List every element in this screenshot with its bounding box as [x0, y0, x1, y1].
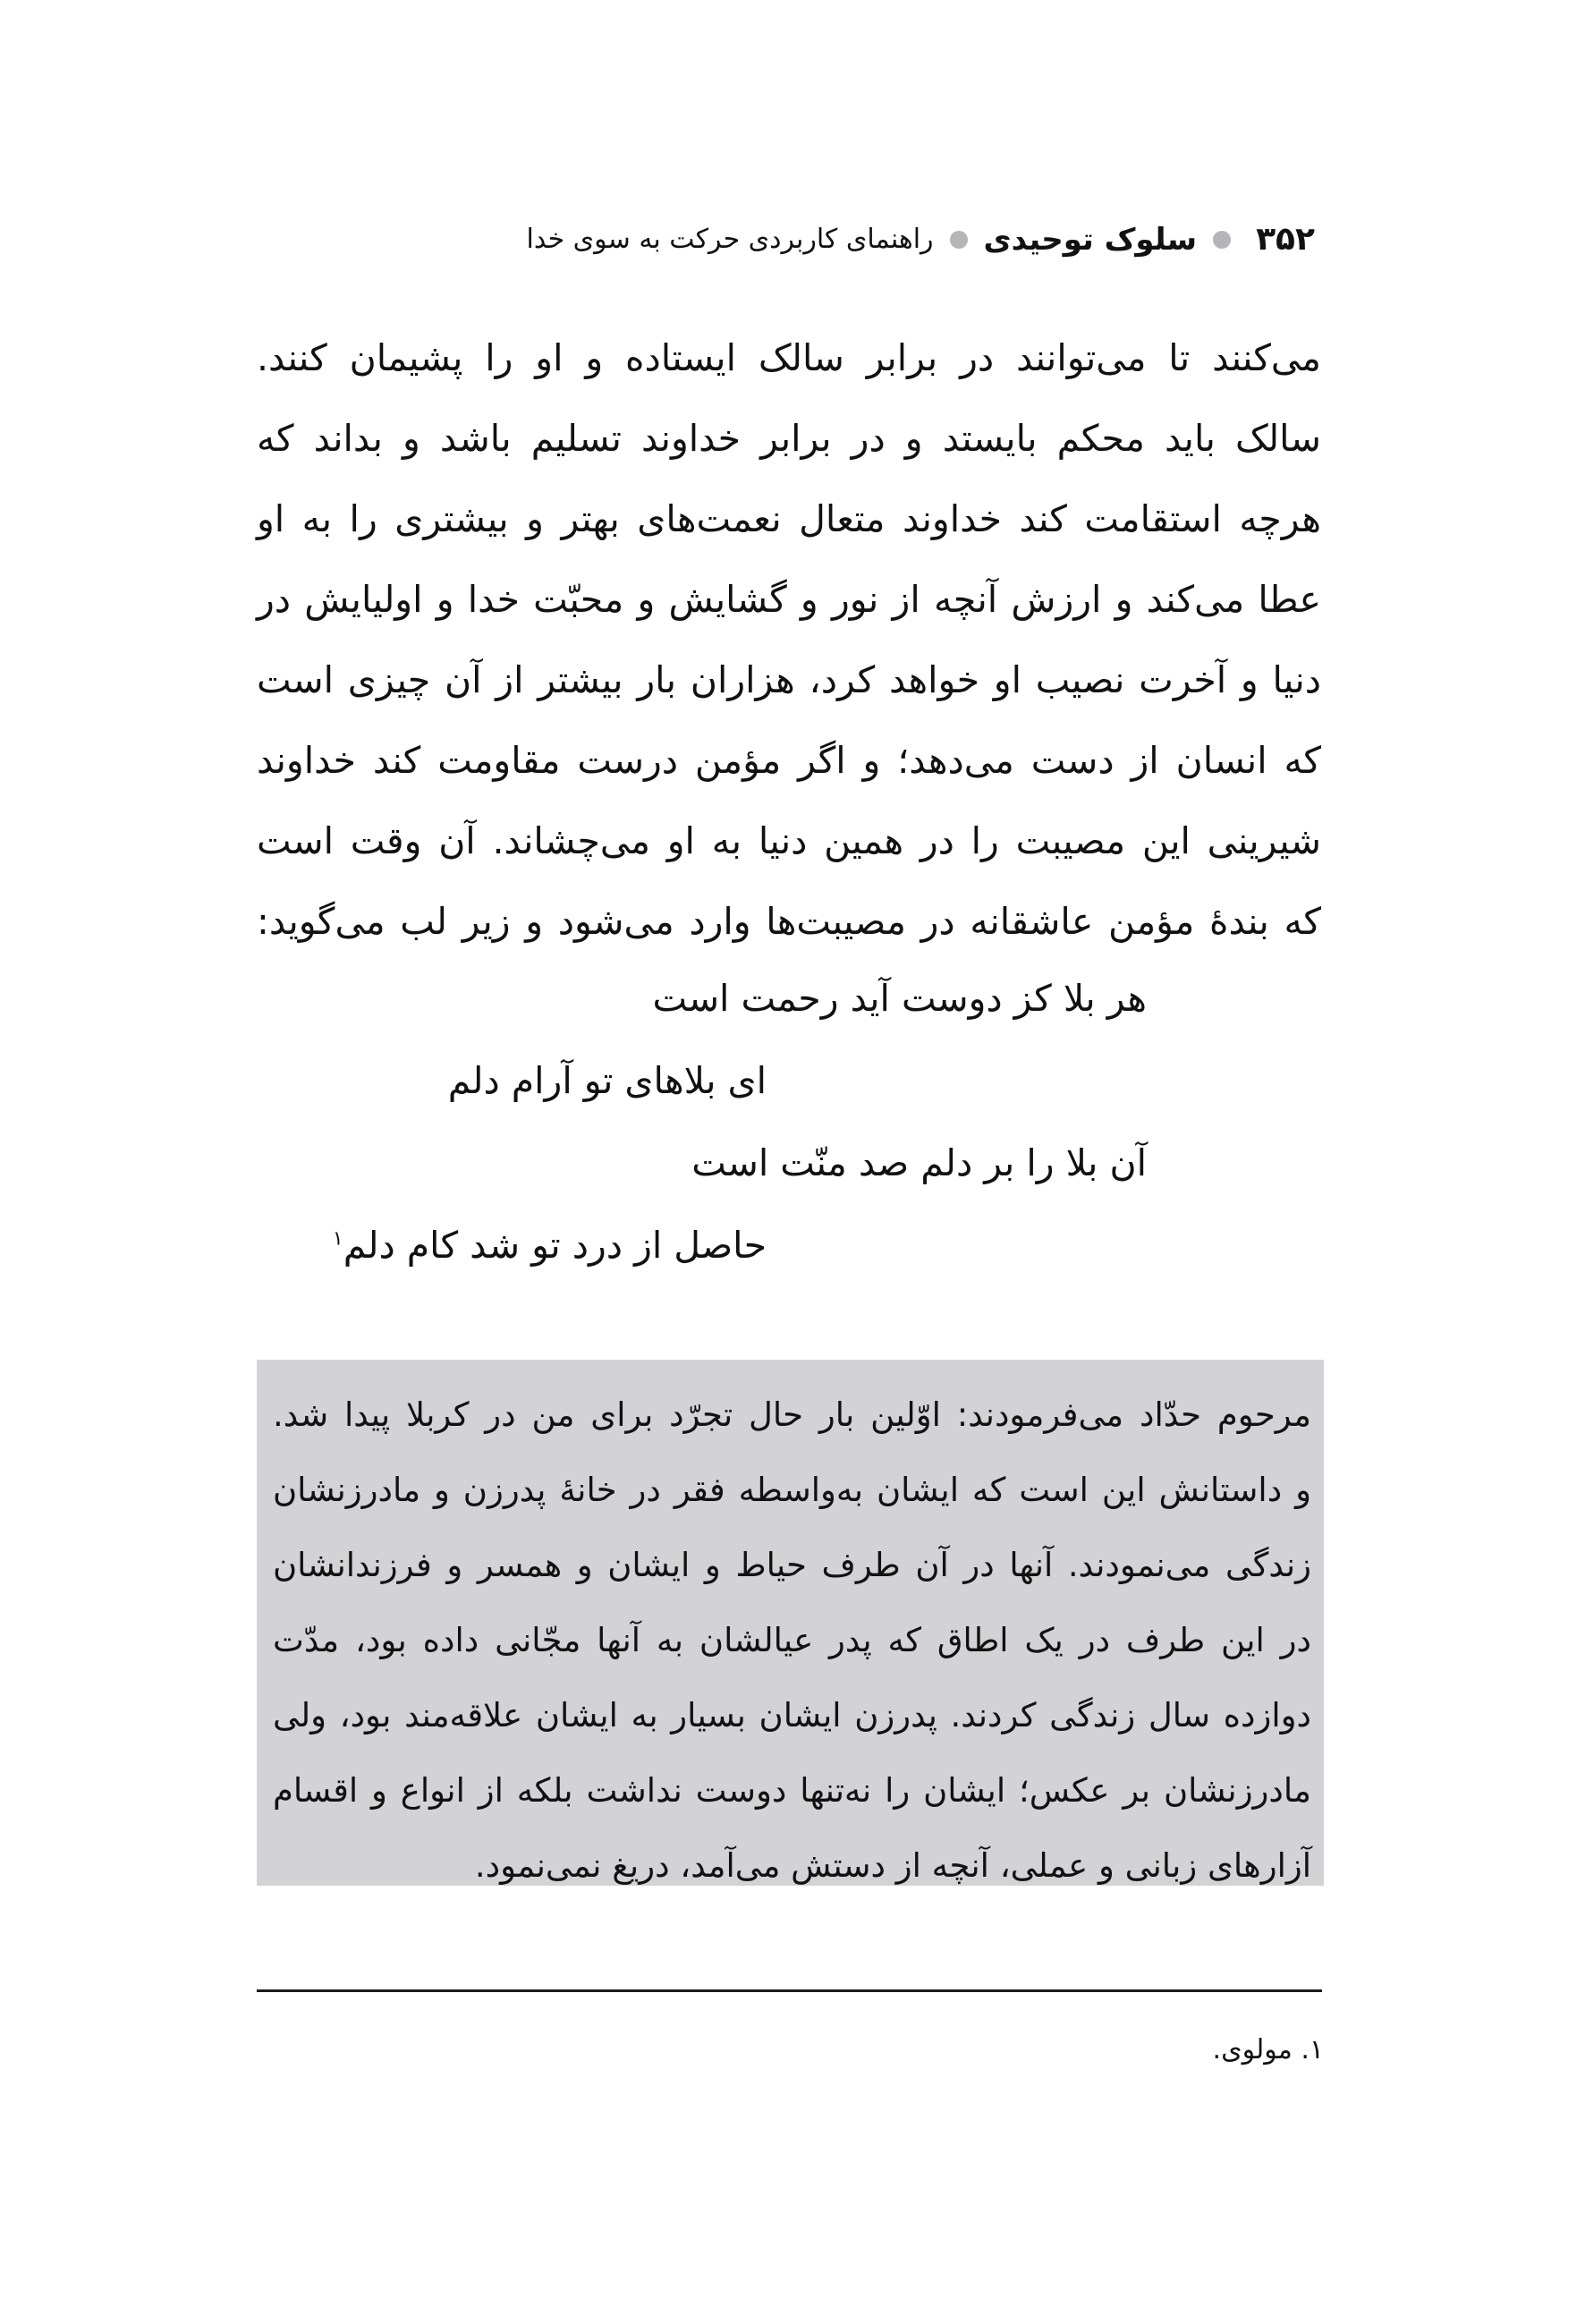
footnote-marker: ۱.: [1301, 2034, 1324, 2065]
body-line: دنیا و آخرت نصیب او خواهد کرد، هزاران بار بیشتر از آن چیزی است: [257, 658, 1321, 701]
body-line: می‌کنند تا می‌توانند در برابر سالک ایستاده و او را پشیمان کنند.: [257, 336, 1321, 379]
footnote-reference[interactable]: ۱: [332, 1227, 343, 1251]
poem-hemistich-text: حاصل از درد تو شد کام دلم: [343, 1224, 767, 1267]
book-title: سلوک توحیدی: [983, 222, 1198, 258]
poem-hemistich: هر بلا کز دوست آید رحمت است: [652, 977, 1147, 1020]
running-header: [527, 213, 1316, 267]
note-line: آزارهای زبانی و عملی، آنچه از دستش می‌آمد، دریغ نمی‌نمود.: [474, 1846, 1311, 1885]
footnote-divider: [257, 1989, 1322, 1992]
body-paragraph: [257, 318, 1321, 962]
page-number: ۳۵۲: [1256, 221, 1315, 258]
body-line: عطا می‌کند و ارزش آنچه از نور و گشایش و محبّت خدا و اولیایش در: [257, 578, 1321, 621]
body-line: هرچه استقامت کند خداوند متعال نعمت‌های بهتر و بیشتری را به او: [257, 497, 1321, 540]
footnote: [1213, 2023, 1324, 2077]
note-line: دوازده سال زندگی کردند. پدرزن ایشان بسیار به ایشان علاقه‌مند بود، ولی: [273, 1696, 1311, 1735]
note-line: مادرزنشان بر عکس؛ ایشان را نه‌تنها دوست نداشت بلکه از انواع و اقسام: [273, 1771, 1311, 1810]
note-line: زندگی می‌نمودند. آنها در آن طرف حیاط و ایشان و همسر و فرزندانشان: [273, 1546, 1311, 1584]
poem-hemistich: آن بلا را بر دلم صد منّت است: [691, 1141, 1147, 1184]
body-line: که انسان از دست می‌دهد؛ و اگر مؤمن درست مقاومت کند خداوند: [257, 739, 1321, 782]
note-line: و داستانش این است که ایشان به‌واسطه فقر در خانهٔ پدرزن و مادرزنشان: [273, 1471, 1311, 1509]
body-line: که بندهٔ مؤمن عاشقانه در مصیبت‌ها وارد می‌شود و زیر لب می‌گوید:: [257, 900, 1321, 943]
bullet-icon: [950, 231, 968, 249]
book-subtitle: راهنمای کاربردی حرکت به سوی خدا: [526, 224, 934, 255]
highlighted-note-box: [257, 1360, 1324, 1886]
note-line: مرحوم حدّاد می‌فرمودند: اوّلین بار حال تجرّد برای من در کربلا پیدا شد.: [273, 1395, 1311, 1434]
poem: [257, 957, 1321, 1286]
poem-hemistich: ای بلاهای تو آرام دلم: [447, 1059, 767, 1102]
body-line: سالک باید محکم بایستد و در برابر خداوند تسلیم باشد و بداند که: [257, 417, 1321, 460]
poem-hemistich-last: [257, 1204, 1321, 1286]
body-line: شیرینی این مصیبت را در همین دنیا به او می‌چشاند. آن وقت است: [257, 819, 1321, 862]
footnote-text: مولوی.: [1212, 2034, 1293, 2065]
bullet-icon: [1213, 231, 1231, 249]
note-line: در این طرف در یک اطاق که پدر عیالشان به آنها مجّانی داده بود، مدّت: [273, 1621, 1311, 1659]
